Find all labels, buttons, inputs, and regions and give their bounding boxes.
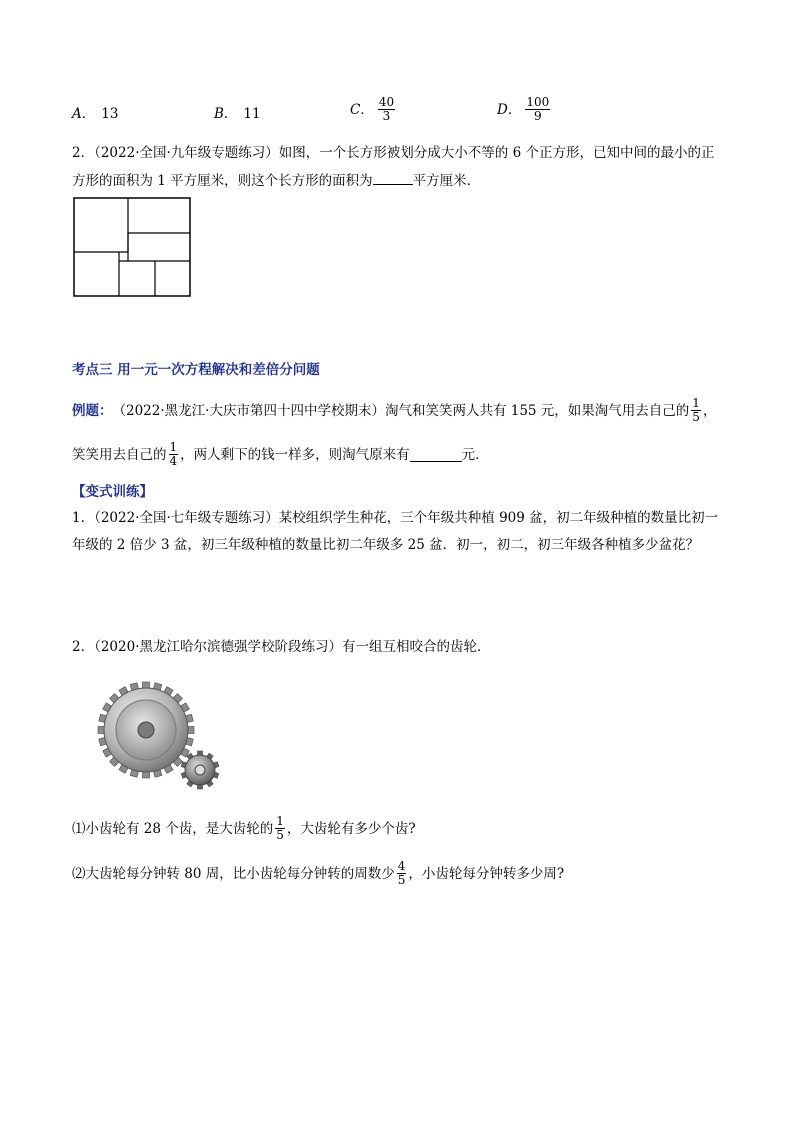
training-q1-line-1: 1．（2022·全国·七年级专题练习）某校组织学生种花，三个年级共种植 909 盆，初二年级种植的数量比初一 xyxy=(72,510,719,526)
option-d: D ． $\frac{100}{9}$ xyxy=(497,95,550,123)
sub-question-1: ⑴小齿轮有 28 个齿，是大齿轮的 $\frac{1}{5}$ ，大齿轮有多少个齿? xyxy=(72,814,416,842)
sub-question-2: ⑵大齿轮每分钟转 80 周，比小齿轮每分钟转的周数少 $\frac{4}{5}$ ，小齿轮每分钟转多少周? xyxy=(72,859,565,887)
question-2-line-1: 2．（2022·全国·九年级专题练习）如图，一个长方形被划分成大小不等的 6 个正方形，已知中间的最小的正 xyxy=(72,145,715,161)
option-d-fraction: $\frac{100}{9}$ xyxy=(526,95,550,123)
answer-blank[interactable] xyxy=(410,447,462,462)
training-q2-line: 2．（2020·黑龙江哈尔滨德强学校阶段练习）有一组互相咬合的齿轮． xyxy=(72,639,491,655)
answer-blank[interactable] xyxy=(373,170,413,185)
example-fraction-2: $\frac{1}{4}$ xyxy=(169,440,178,468)
option-b: B． 11 xyxy=(214,106,261,122)
section-heading: 考点三 用一元一次方程解决和差倍分问题 xyxy=(72,362,320,378)
example-fraction-1: $\frac{1}{5}$ xyxy=(692,396,700,424)
outer-rectangle xyxy=(74,198,190,296)
option-c-fraction: $\frac{40}{3}$ xyxy=(378,95,395,123)
squares-figure xyxy=(72,196,194,300)
small-gear-axle xyxy=(195,765,205,775)
sub-question-1-fraction: $\frac{1}{5}$ xyxy=(276,814,284,842)
large-gear-axle xyxy=(138,722,154,738)
gears-image xyxy=(94,678,228,792)
training-label: 【变式训练】 xyxy=(72,484,153,500)
example-line-2: 笑笑用去自己的 $\frac{1}{4}$ ，两人剩下的钱一样多，则淘气原来有 元． xyxy=(72,440,489,468)
option-c: C ． $\frac{40}{3}$ xyxy=(350,95,395,123)
example-line-1: 例题： （2022·黑龙江·大庆市第四十四中学校期末）淘气和笑笑两人共有 155 元，如果淘气用去自己的 $\frac{1}{5}$ ， xyxy=(72,396,717,424)
sub-question-2-fraction: $\frac{4}{5}$ xyxy=(397,859,406,887)
training-q1-line-2: 年级的 2 倍少 3 盆，初三年级种植的数量比初二年级多 25 盆．初一，初二，初三年级各种植多少盆花？ xyxy=(72,537,700,553)
question-2-line-2: 方形的面积为 1 平方厘米，则这个长方形的面积为 平方厘米． xyxy=(72,170,480,191)
option-a: A． 13 xyxy=(72,106,119,122)
